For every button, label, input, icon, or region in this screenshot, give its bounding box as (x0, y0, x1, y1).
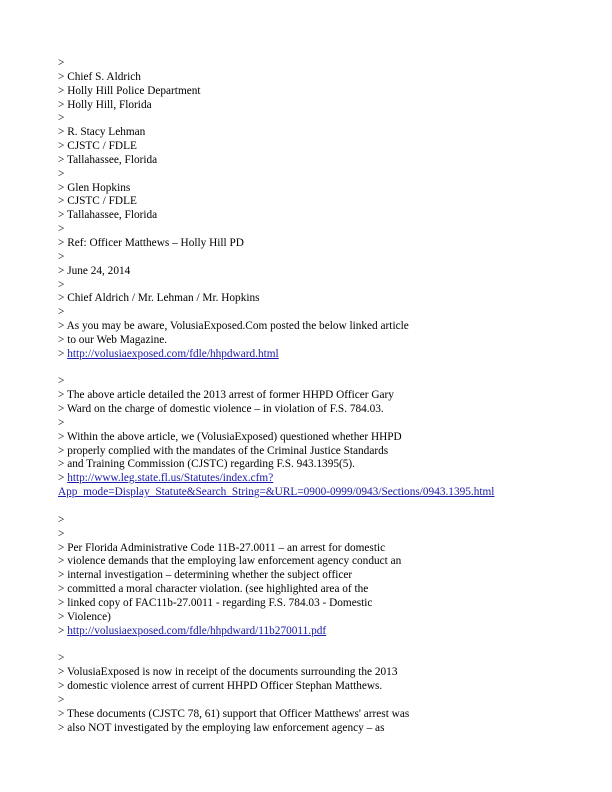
quoted-text-line: > (58, 112, 65, 125)
quoted-text-line: > (58, 223, 65, 236)
quoted-text-line: > (58, 652, 65, 665)
quoted-text-line: > R. Stacy Lehman (58, 126, 146, 139)
hyperlink[interactable]: http://volusiaexposed.com/fdle/hhpdward/11b270011.pdf (67, 624, 327, 637)
quoted-text-line: > to our Web Magazine. (58, 333, 168, 346)
quoted-text-line: > Chief Aldrich / Mr. Lehman / Mr. Hopkins (58, 292, 260, 305)
hyperlink[interactable]: http://volusiaexposed.com/fdle/hhpdward.html (67, 347, 279, 360)
quoted-text-line: > (58, 57, 65, 69)
paragraph-gap (58, 362, 598, 376)
quoted-text-line: > (58, 527, 65, 540)
quoted-text-line: > and Training Commission (CJSTC) regarding F.S. 943.1395(5). (58, 458, 356, 471)
quoted-text-line: > (58, 167, 65, 180)
quoted-text-line: > Holly Hill, Florida (58, 98, 152, 111)
quote-prefix: > (58, 472, 68, 485)
email-document (58, 57, 598, 735)
quoted-text-line: > internal investigation – determining whether the subject officer (58, 569, 353, 582)
paragraph-gap (58, 500, 598, 514)
link-line (58, 472, 598, 486)
link-line (58, 486, 598, 500)
quoted-text-line: > Ward on the charge of domestic violence – in violation of F.S. 784.03. (58, 403, 384, 416)
quoted-text-line: > committed a moral character violation. (see highlighted area of the (58, 583, 369, 596)
quoted-text-line: > (58, 250, 65, 263)
quoted-text-line: > (58, 306, 65, 319)
quoted-text-line: > violence demands that the employing law enforcement agency conduct an (58, 555, 402, 568)
link-line (58, 625, 598, 639)
quoted-text-line: > CJSTC / FDLE (58, 195, 137, 208)
quoted-text-line: > CJSTC / FDLE (58, 140, 137, 153)
quoted-text-line: > (58, 693, 65, 706)
quoted-text-line: > Chief S. Aldrich (58, 70, 141, 83)
quoted-text-line: > These documents (CJSTC 78, 61) support that Officer Matthews' arrest was (58, 707, 410, 720)
quoted-text-line: > Glen Hopkins (58, 181, 131, 194)
quoted-text-line: > Holly Hill Police Department (58, 84, 201, 97)
quoted-text-line: > (58, 278, 65, 291)
quoted-text-line: > Tallahassee, Florida (58, 209, 158, 222)
quoted-text-line: > Ref: Officer Matthews – Holly Hill PD (58, 236, 244, 249)
paragraph-gap (58, 638, 598, 652)
quoted-text-line: > domestic violence arrest of current HHPD Officer Stephan Matthews. (58, 679, 383, 692)
quoted-text-line: > properly complied with the mandates of the Criminal Justice Standards (58, 444, 389, 457)
quoted-text-line: > Tallahassee, Florida (58, 153, 158, 166)
quoted-text-line: > June 24, 2014 (58, 264, 131, 277)
quote-prefix: > (58, 624, 68, 637)
quoted-text-line: > (58, 416, 65, 429)
quoted-text-line: > Per Florida Administrative Code 11B-27.0011 – an arrest for domestic (58, 541, 386, 554)
quoted-text-line: > The above article detailed the 2013 arrest of former HHPD Officer Gary (58, 389, 394, 402)
quoted-text-line: > Within the above article, we (VolusiaExposed) questioned whether HHPD (58, 430, 402, 443)
quoted-text-line: > As you may be aware, VolusiaExposed.Com posted the below linked article (58, 320, 409, 333)
quoted-text-line: > linked copy of FAC11b-27.0011 - regarding F.S. 784.03 - Domestic (58, 596, 373, 609)
quoted-text-line: > also NOT investigated by the employing law enforcement agency – as (58, 721, 385, 734)
quoted-text-line: > VolusiaExposed is now in receipt of the documents surrounding the 2013 (58, 666, 398, 679)
link-line (58, 348, 598, 362)
quoted-text-line: > Violence) (58, 610, 111, 623)
quoted-text-line: > (58, 375, 65, 388)
hyperlink[interactable]: http://www.leg.state.fl.us/Statutes/index.cfm? (67, 472, 274, 485)
quote-prefix: > (58, 347, 68, 360)
hyperlink[interactable]: App_mode=Display_Statute&Search_String=&URL=0900-0999/0943/Sections/0943.1395.html (58, 486, 495, 499)
quoted-text-line: > (58, 513, 65, 526)
